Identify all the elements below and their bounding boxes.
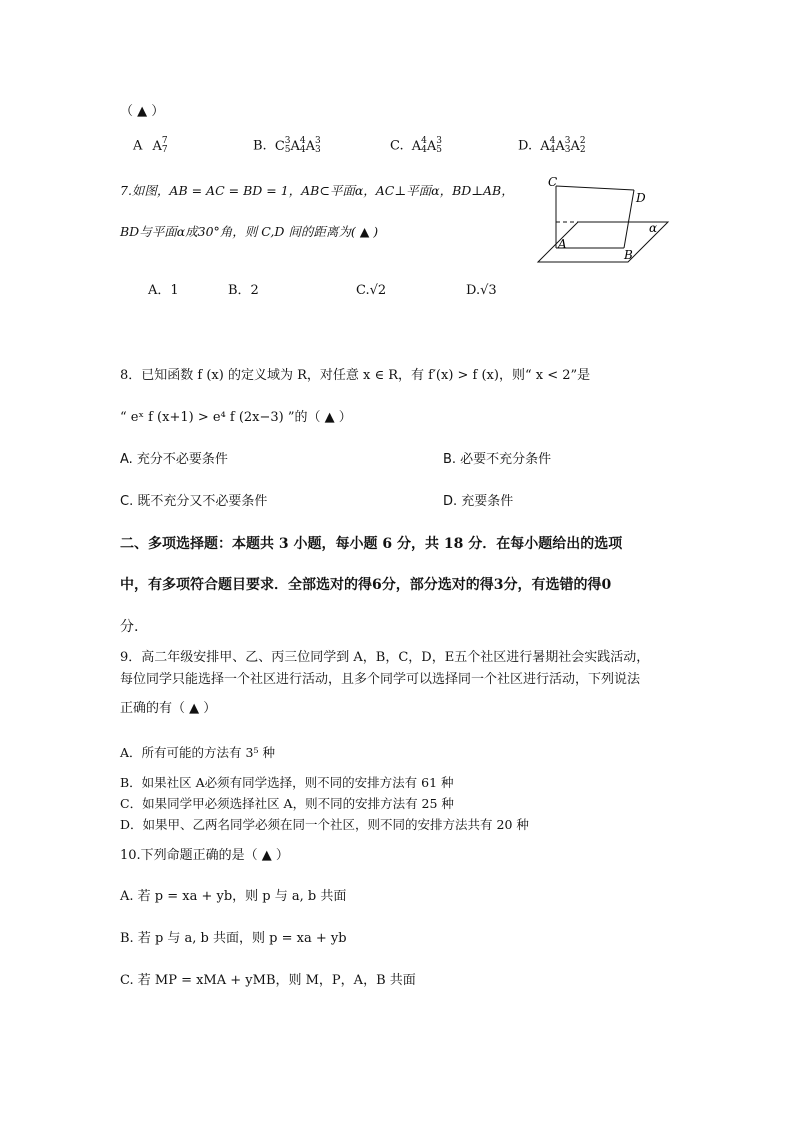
fig-label-c: C bbox=[548, 175, 558, 189]
q7-line1: 7.如图，AB = AC = BD = 1，AB⊂平面α，AC⊥平面α，BD⊥AB， bbox=[120, 183, 514, 198]
q10-option-b: B. 若 p 与 a, b 共面，则 p = xa + yb bbox=[120, 931, 347, 946]
q7-option-a: A．1 bbox=[148, 283, 179, 298]
q8-option-b: B. 必要不充分条件 bbox=[443, 452, 552, 467]
section2-line1: 二、多项选择题：本题共 3 小题，每小题 6 分，共 18 分．在每小题给出的选项 bbox=[120, 536, 623, 552]
q9-line3: 正确的有（ ▲ ） bbox=[120, 701, 217, 716]
q7-geometry-figure bbox=[530, 172, 670, 268]
q6-option-d-formula: A 4 4 A 3 3 A 2 2 bbox=[540, 136, 586, 155]
q10-option-a: A. 若 p = xa + yb，则 p 与 a, b 共面 bbox=[120, 889, 347, 904]
q9-option-a: A．所有可能的方法有 3⁵ 种 bbox=[120, 745, 275, 760]
q6-option-c-label: C. bbox=[390, 138, 404, 154]
q7-option-d: D.√3 bbox=[466, 283, 497, 298]
q10-option-c: C. 若 MP = xMA + yMB，则 M，P，A，B 共面 bbox=[120, 973, 416, 988]
q6-option-c bbox=[390, 137, 442, 155]
q7-option-c: C.√2 bbox=[356, 283, 387, 298]
q8-option-c: C. 既不充分又不必要条件 bbox=[120, 494, 268, 509]
fig-label-a: A bbox=[558, 237, 567, 251]
segment-db bbox=[624, 190, 634, 248]
q6-option-d-label: D. bbox=[518, 138, 533, 154]
fig-label-b: B bbox=[624, 248, 633, 262]
q9-option-c: C．如果同学甲必须选择社区 A，则不同的安排方法有 25 种 bbox=[120, 796, 454, 811]
segment-cd bbox=[556, 186, 634, 190]
q9-line2: 每位同学只能选择一个社区进行活动，且多个同学可以选择同一个社区进行活动，下列说法 bbox=[120, 672, 641, 687]
q6-option-b bbox=[253, 137, 321, 155]
q8-line1: 8．已知函数 f (x) 的定义域为 R，对任意 x ∈ R，有 f′(x) > f (x)，则“ x < 2”是 bbox=[120, 368, 591, 383]
q6-option-a bbox=[133, 137, 168, 155]
q8-option-a: A. 充分不必要条件 bbox=[120, 452, 228, 467]
q8-option-d: D. 充要条件 bbox=[443, 494, 514, 509]
q9-line1: 9．高二年级安排甲、乙、丙三位同学到 A，B，C，D，E五个社区进行暑期社会实践活动， bbox=[120, 650, 650, 665]
q7-line2: BD与平面α成30°角，则 C,D 间的距离为( ▲ ) bbox=[120, 224, 379, 239]
q6-option-c-formula: A 4 4 A 3 5 bbox=[411, 136, 443, 155]
fig-label-alpha: α bbox=[649, 221, 658, 235]
section2-line2: 中，有多项符合题目要求．全部选对的得6分，部分选对的得3分，有选错的得0 bbox=[120, 577, 612, 593]
section2-line3: 分. bbox=[120, 619, 139, 635]
q9-option-d: D．如果甲、乙两名同学必须在同一个社区，则不同的安排方法共有 20 种 bbox=[120, 817, 529, 832]
q8-line2: “ eˣ f (x+1) > e⁴ f (2x−3) ”的（ ▲ ） bbox=[120, 410, 352, 425]
q6-option-a-formula: A 7 7 bbox=[152, 136, 168, 155]
q6-option-b-formula: C 3 5 A 4 4 A 3 3 bbox=[274, 136, 321, 155]
q6-option-d bbox=[518, 137, 586, 155]
q9-option-b: B．如果社区 A必须有同学选择，则不同的安排方法有 61 种 bbox=[120, 775, 454, 790]
answer-paren: （ ▲ ） bbox=[120, 104, 165, 119]
q7-option-b: B．2 bbox=[228, 283, 259, 298]
q10-stem: 10.下列命题正确的是（ ▲ ） bbox=[120, 848, 289, 863]
fig-label-d: D bbox=[636, 191, 646, 205]
q6-option-a-label: A bbox=[133, 138, 143, 154]
q6-option-b-label: B. bbox=[253, 138, 267, 154]
